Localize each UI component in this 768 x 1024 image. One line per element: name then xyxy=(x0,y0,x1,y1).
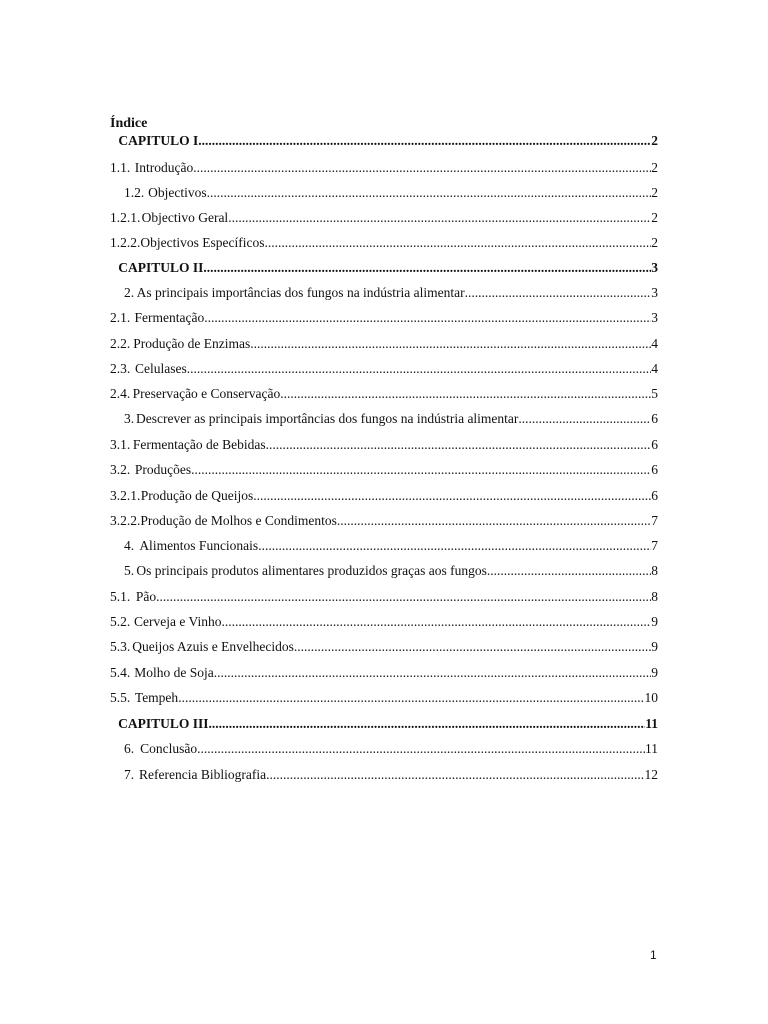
toc-entry[interactable] xyxy=(110,588,658,606)
toc-entry[interactable] xyxy=(124,184,658,202)
toc-dot-leader xyxy=(487,562,651,580)
toc-entry[interactable] xyxy=(110,613,658,631)
toc-entry-page: 6 xyxy=(651,411,658,426)
toc-entry[interactable] xyxy=(110,461,658,479)
toc-entry-label: Celulases xyxy=(134,361,187,376)
toc-entry-page: 11 xyxy=(645,741,658,756)
toc-dot-leader xyxy=(187,360,652,378)
toc-entry-label: Alimentos Funcionais xyxy=(139,538,259,553)
toc-entry-page: 6 xyxy=(651,462,658,477)
toc-entry-label: CAPITULO I xyxy=(118,133,199,148)
toc-entry[interactable] xyxy=(110,209,658,227)
toc-entry-number: 3.2.2. xyxy=(110,513,141,528)
toc-dot-leader xyxy=(198,132,651,150)
toc-entry-label: Referencia Bibliografia xyxy=(139,767,267,782)
toc-dot-leader xyxy=(221,613,651,631)
toc-dot-leader xyxy=(294,638,651,656)
toc-entry-number: 6. xyxy=(124,741,135,756)
toc-entry[interactable] xyxy=(110,360,658,378)
toc-entry-page: 9 xyxy=(651,665,658,680)
toc-entry-number: 3.2.1. xyxy=(110,488,141,503)
toc-entry-page: 8 xyxy=(651,563,658,578)
toc-dot-leader xyxy=(465,284,652,302)
toc-entry-label: Conclusão xyxy=(140,741,198,756)
toc-entry-label: CAPITULO III xyxy=(118,716,209,731)
toc-entry[interactable] xyxy=(110,689,658,707)
toc-entry[interactable] xyxy=(110,638,658,656)
toc-entry-page: 10 xyxy=(644,690,658,705)
toc-dot-leader xyxy=(228,209,651,227)
toc-entry-page: 2 xyxy=(651,235,658,250)
toc-entry[interactable] xyxy=(110,487,658,505)
toc-entry[interactable] xyxy=(124,766,658,784)
toc-dot-leader xyxy=(265,234,652,252)
toc-entry-label: Produção de Enzimas xyxy=(133,336,251,351)
toc-entry-number: 2.1. xyxy=(110,310,131,325)
toc-entry-label: Descrever as principais importâncias dos fungos na indústria alimentar xyxy=(136,411,519,426)
toc-entry-number: 1.1. xyxy=(110,160,131,175)
toc-dot-leader xyxy=(266,436,652,454)
toc-dot-leader xyxy=(156,588,651,606)
toc-entry-number: 5.5. xyxy=(110,690,131,705)
toc-entry-number: 5.2. xyxy=(110,614,131,629)
toc-entry-number: 5.1. xyxy=(110,589,131,604)
toc-entry-number: 3.2. xyxy=(110,462,131,477)
toc-entry[interactable] xyxy=(110,335,658,353)
toc-entry-number: 2.2. xyxy=(110,336,131,351)
toc-entry-page: 11 xyxy=(645,716,658,731)
toc-entry-page: 5 xyxy=(651,386,658,401)
toc-entry[interactable] xyxy=(110,436,658,454)
toc-dot-leader xyxy=(280,385,651,403)
toc-entry[interactable] xyxy=(110,309,658,327)
toc-entry[interactable] xyxy=(124,284,658,302)
toc-dot-leader xyxy=(197,740,645,758)
toc-entry-label: As principais importâncias dos fungos na indústria alimentar xyxy=(136,285,465,300)
toc-dot-leader xyxy=(214,664,652,682)
toc-entry[interactable] xyxy=(110,259,658,277)
toc-entry-label: CAPITULO II xyxy=(118,260,204,275)
toc-entry-label: Objectivos Específicos xyxy=(140,235,265,250)
toc-entry-page: 4 xyxy=(651,361,658,376)
toc-entry-number: 7. xyxy=(124,767,135,782)
toc-entry-label: Produção de Molhos e Condimentos xyxy=(140,513,337,528)
toc-entry-label: Tempeh xyxy=(134,690,179,705)
toc-entry-number: 4. xyxy=(124,538,135,553)
toc-entry-label: Preservação e Conservação xyxy=(132,386,281,401)
toc-entry-page: 2 xyxy=(651,160,658,175)
toc-entry-label: Fermentação xyxy=(134,310,205,325)
toc-entry-number: 1.2.1. xyxy=(110,210,141,225)
toc-entry-number: 1.2.2. xyxy=(110,235,141,250)
toc-entry-page: 3 xyxy=(651,285,658,300)
toc-entry-page: 3 xyxy=(651,260,658,275)
toc-entry-number: 2.4. xyxy=(110,386,131,401)
toc-entry-page: 2 xyxy=(651,210,658,225)
toc-entry[interactable] xyxy=(124,410,658,428)
toc-entry-page: 7 xyxy=(651,538,658,553)
toc-dot-leader xyxy=(266,766,644,784)
toc-entry-label: Cerveja e Vinho xyxy=(134,614,222,629)
toc-entry[interactable] xyxy=(110,159,658,177)
toc-entry-page: 2 xyxy=(651,185,658,200)
toc-entry-label: Objectivo Geral xyxy=(141,210,229,225)
toc-entry-label: Pão xyxy=(135,589,157,604)
toc-entry-page: 9 xyxy=(651,639,658,654)
toc-dot-leader xyxy=(191,461,651,479)
toc-entry[interactable] xyxy=(124,740,658,758)
toc-entry[interactable] xyxy=(124,562,658,580)
toc-entry[interactable] xyxy=(110,664,658,682)
toc-entry-number: 5. xyxy=(124,563,135,578)
toc-dot-leader xyxy=(250,335,651,353)
toc-entry-label: Queijos Azuis e Envelhecidos xyxy=(132,639,294,654)
toc-dot-leader xyxy=(253,487,651,505)
toc-dot-leader xyxy=(337,512,651,530)
toc-dot-leader xyxy=(193,159,651,177)
toc-entry[interactable] xyxy=(110,132,658,150)
page-number: 1 xyxy=(650,948,657,962)
toc-entry-number: 5.4. xyxy=(110,665,131,680)
toc-entry[interactable] xyxy=(110,715,658,733)
toc-entry-label: Produções xyxy=(134,462,192,477)
toc-title: Índice xyxy=(110,116,148,131)
toc-entry-number: 3.1. xyxy=(110,437,131,452)
toc-entry-label: Fermentação de Bebidas xyxy=(132,437,266,452)
toc-dot-leader xyxy=(258,537,651,555)
toc-entry-page: 3 xyxy=(651,310,658,325)
toc-dot-leader xyxy=(178,689,644,707)
toc-entry-page: 12 xyxy=(644,767,658,782)
toc-entry-page: 6 xyxy=(651,437,658,452)
toc-entry-number: 3. xyxy=(124,411,135,426)
toc-entry-label: Objectivos xyxy=(148,185,207,200)
toc-entry[interactable] xyxy=(124,537,658,555)
toc-entry-page: 8 xyxy=(651,589,658,604)
toc-entry-label: Introdução xyxy=(134,160,194,175)
toc-entry-number: 5.3. xyxy=(110,639,131,654)
toc-dot-leader xyxy=(518,410,651,428)
toc-entry-page: 2 xyxy=(651,133,658,148)
toc-entry[interactable] xyxy=(110,385,658,403)
toc-entry-page: 6 xyxy=(651,488,658,503)
toc-entry-label: Os principais produtos alimentares produzidos graças aos fungos xyxy=(136,563,487,578)
toc-dot-leader xyxy=(204,309,651,327)
toc-entry-number: 2. xyxy=(124,285,135,300)
toc-dot-leader xyxy=(203,259,651,277)
toc-dot-leader xyxy=(209,715,646,733)
toc-entry-number: 2.3. xyxy=(110,361,131,376)
toc-entry-page: 4 xyxy=(651,336,658,351)
toc-entry[interactable] xyxy=(110,234,658,252)
toc-entry-label: Molho de Soja xyxy=(134,665,214,680)
toc-entry-page: 7 xyxy=(651,513,658,528)
toc-dot-leader xyxy=(207,184,652,202)
toc-entry[interactable] xyxy=(110,512,658,530)
toc-entry-number: 1.2. xyxy=(124,185,145,200)
toc-entry-label: Produção de Queijos xyxy=(140,488,254,503)
toc-entry-page: 9 xyxy=(651,614,658,629)
